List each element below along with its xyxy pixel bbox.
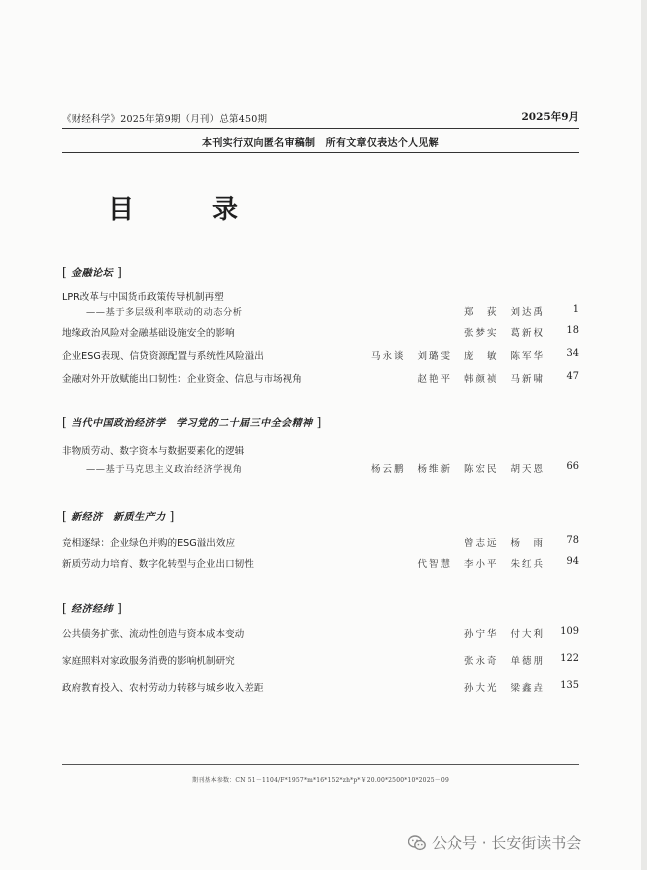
article-title[interactable]: 非物质劳动、数字资本与数据要素化的逻辑	[62, 446, 245, 457]
page-number: 34	[566, 348, 579, 359]
article-title[interactable]: LPR改革与中国货币政策传导机制再塑	[62, 292, 224, 303]
article-authors: 马永谈 刘璐雯 庞 敏 陈军华	[370, 351, 545, 362]
toc-entry[interactable]	[62, 680, 579, 696]
page-title: 目 录	[108, 195, 265, 225]
section-heading-political-economy: [ 当代中国政治经济学 学习党的二十届三中全会精神 ]	[62, 415, 322, 429]
article-title[interactable]: 企业ESG表现、信贷资源配置与系统性风险溢出	[62, 351, 264, 362]
article-authors: 杨云鹏 杨维新 陈宏民 胡天恩	[370, 464, 545, 475]
journal-parameters: 期刊基本参数：CN 51－1104/F*1957*m*16*152*zh*p*￥20.00*2500*10*2025－09	[192, 777, 449, 784]
toc-entry[interactable]	[62, 325, 579, 341]
wechat-icon	[408, 835, 426, 855]
article-authors: 赵艳平 韩颜祯 马新啸	[417, 374, 545, 385]
article-authors: 孙宁华 付大利	[463, 629, 545, 640]
page-number: 135	[560, 680, 579, 691]
issue-date: 2025年9月	[521, 111, 579, 123]
article-title[interactable]: 金融对外开放赋能出口韧性：企业资金、信息与市场视角	[62, 374, 302, 385]
article-authors: 孙大光 梁鑫垚	[463, 683, 545, 694]
page-edge-strip	[641, 0, 647, 870]
article-title[interactable]: 新质劳动力培育、数字化转型与企业出口韧性	[62, 559, 254, 570]
article-title[interactable]: 家庭照料对家政服务消费的影响机制研究	[62, 656, 235, 667]
article-subtitle: ——基于马克思主义政治经济学视角	[86, 464, 243, 475]
page-number: 109	[560, 626, 579, 637]
page-number: 1	[572, 304, 579, 315]
page-number: 94	[566, 556, 579, 567]
page-number: 66	[566, 461, 579, 472]
notice-divider	[62, 152, 579, 153]
toc-entry-continued	[62, 304, 579, 320]
section-heading-new-economy: [ 新经济 新质生产力 ]	[62, 509, 175, 523]
header-divider	[62, 128, 579, 129]
toc-entry[interactable]	[62, 535, 579, 551]
article-authors: 代智慧 李小平 朱红兵	[417, 559, 545, 570]
page-number: 122	[560, 653, 579, 664]
watermark: 公众号 · 长安街读书会	[408, 832, 581, 855]
article-title[interactable]: 竞相逐绿：企业绿色并购的ESG溢出效应	[62, 538, 236, 549]
toc-entry[interactable]	[62, 443, 579, 459]
article-authors: 郑 荻 刘达禹	[463, 307, 545, 318]
article-authors: 张梦实 葛新权	[463, 328, 545, 339]
toc-entry[interactable]	[62, 289, 579, 305]
page-number: 78	[566, 535, 579, 546]
section-heading-economic-affairs: [ 经济经纬 ]	[62, 601, 123, 615]
article-title[interactable]: 地缘政治风险对金融基础设施安全的影响	[62, 328, 235, 339]
journal-issue-info: 《财经科学》2025年第9期（月刊）总第450期	[62, 114, 268, 125]
section-heading-finance-forum: [ 金融论坛 ]	[62, 265, 123, 279]
review-notice: 本刊实行双向匿名审稿制 所有文章仅表达个人见解	[202, 138, 439, 149]
article-authors: 张永奇 单德朋	[463, 656, 545, 667]
article-title[interactable]: 公共债务扩张、流动性创造与资本成本变动	[62, 629, 245, 640]
toc-entry-continued	[62, 461, 579, 477]
toc-entry[interactable]	[62, 371, 579, 387]
toc-entry[interactable]	[62, 556, 579, 572]
footer-divider	[62, 764, 579, 765]
toc-entry[interactable]	[62, 348, 579, 364]
article-subtitle: ——基于多层级利率联动的动态分析	[86, 307, 243, 318]
page-number: 18	[566, 325, 579, 336]
article-authors: 曾志远 杨 雨	[463, 538, 545, 549]
page-number: 47	[566, 371, 579, 382]
toc-entry[interactable]	[62, 626, 579, 642]
toc-entry[interactable]	[62, 653, 579, 669]
article-title[interactable]: 政府教育投入、农村劳动力转移与城乡收入差距	[62, 683, 264, 694]
